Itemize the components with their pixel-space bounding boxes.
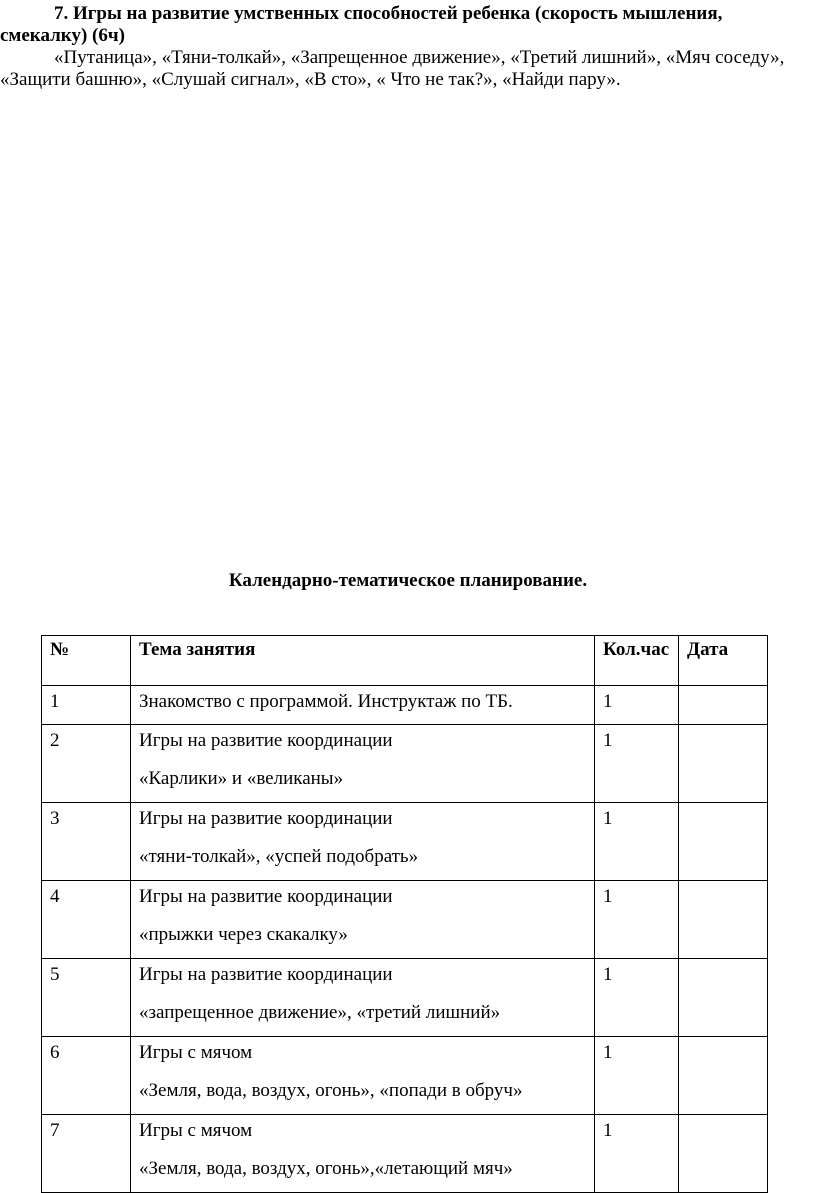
cell-date [679,1115,768,1193]
topic-detail: «запрещенное движение», «третий лишний» [139,1002,501,1023]
table-row [42,1115,768,1193]
cell-hours: 1 [595,1115,679,1193]
cell-num: 6 [42,1037,131,1115]
topic-detail: «Карлики» и «великаны» [139,768,344,789]
cell-date [679,725,768,803]
header-topic: Тема занятия [131,636,595,686]
section-heading: 7. Игры на развитие умственных способностей ребенка (скорость мышления, смекалку) (6ч) [0,3,723,46]
topic-title: Игры на развитие координации [139,808,393,829]
cell-hours: 1 [595,959,679,1037]
header-date: Дата [679,636,768,686]
cell-num: 3 [42,803,131,881]
plan-table [41,635,768,1193]
cell-topic [131,881,595,959]
cell-topic [131,803,595,881]
cell-num: 2 [42,725,131,803]
cell-topic [131,1115,595,1193]
topic-title: Игры на развитие координации [139,730,393,751]
table-header-row [42,636,768,686]
topic-title: Игры с мячом [139,1042,253,1063]
plan-title: Календарно-тематическое планирование. [228,570,588,591]
table-row [42,881,768,959]
section-games-list: «Путаница», «Тяни-толкай», «Запрещенное движение», «Третий лишний», «Мяч соседу», «Защити башню», «Слушай сигнал», «В сто», « Что не так?», «Найди пару». [0,47,785,90]
table-row [42,803,768,881]
cell-topic [131,725,595,803]
cell-topic: Знакомство с программой. Инструктаж по ТБ. [131,686,595,725]
cell-topic [131,959,595,1037]
cell-num: 1 [42,686,131,725]
table-row [42,725,768,803]
cell-date [679,686,768,725]
header-num: № [42,636,131,686]
cell-hours: 1 [595,725,679,803]
topic-title: Игры на развитие координации [139,886,393,907]
cell-num: 4 [42,881,131,959]
cell-num: 5 [42,959,131,1037]
cell-hours: 1 [595,1037,679,1115]
topic-detail: «прыжки через скакалку» [139,924,348,945]
cell-date [679,1037,768,1115]
cell-date [679,881,768,959]
cell-hours: 1 [595,803,679,881]
topic-title: Игры на развитие координации [139,964,393,985]
cell-date [679,803,768,881]
topic-detail: «тяни-толкай», «успей подобрать» [139,846,419,867]
cell-hours: 1 [595,881,679,959]
topic-title: Игры с мячом [139,1120,253,1141]
table-row [42,959,768,1037]
cell-topic [131,1037,595,1115]
table-row [42,686,768,725]
cell-num: 7 [42,1115,131,1193]
cell-hours: 1 [595,686,679,725]
header-hours: Кол.час [595,636,679,686]
table-row [42,1037,768,1115]
topic-detail: «Земля, вода, воздух, огонь», «попади в обруч» [139,1080,523,1101]
cell-date [679,959,768,1037]
topic-detail: «Земля, вода, воздух, огонь»,«летающий мяч» [139,1158,513,1179]
